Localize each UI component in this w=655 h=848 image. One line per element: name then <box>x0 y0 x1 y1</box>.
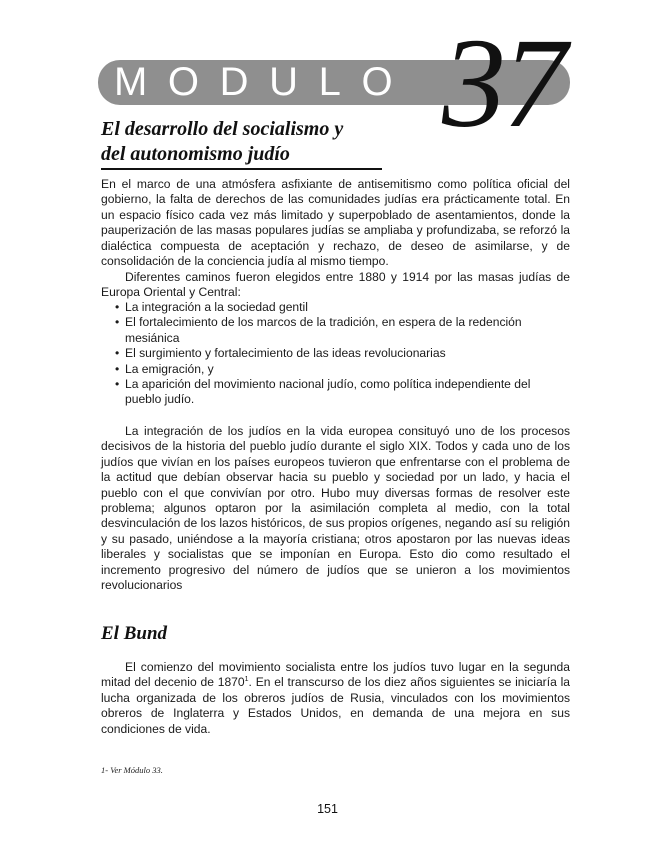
bullet-marker: • <box>115 300 120 314</box>
page-number: 151 <box>317 802 338 816</box>
bullet-marker: • <box>115 346 120 361</box>
chapter-title <box>101 117 401 167</box>
list-item: • El surgimiento y fortalecimiento de las ideas revolucionarias <box>115 346 446 361</box>
list-item: • El fortalecimiento de los marcos de la tradición, en espera de la redención mesiánica <box>115 315 522 345</box>
bullet-marker: • <box>115 315 120 330</box>
list-item: • La emigración, y <box>115 361 214 376</box>
bund-paragraph: El comienzo del movimiento socialista entre los judíos tuvo lugar en la segunda mitad del decenio de 1870$^1$. En el transcurso de los diez años siguientes se iniciaría la lucha organizada de los obreros judíos de Rusia, vinculados con los movimientos obreros de Inglaterra y Estados Unidos, en demanda de una mejora en sus condiciones de vida. <box>101 660 571 736</box>
module-label: MODULO <box>114 60 414 104</box>
intro-paragraph: En el marco de una atmósfera asfixiante de antisemitismo como política oficial del gobierno, la falta de derechos de las comunidades judías era prácticamente total. En un espacio físico cada vez más limitado y superpoblado de asentamientos, donde la pauperización de las masas populares judías se ampliaba y profundizaba, se reforzó la dialéctica compuesta de aceptación y rechazo, de deseo de asimilarse, y de consolidación de la conciencia judía al mismo tiempo. <box>101 177 570 269</box>
paths-intro-paragraph: Diferentes caminos fueron elegidos entre 1880 y 1914 por las masas judías de Europa Oriental y Central: <box>101 270 570 300</box>
chapter-title-line-2: del autonomismo judío <box>101 143 290 165</box>
section-heading-bund: El Bund <box>101 623 168 644</box>
list-item: • La aparición del movimiento nacional judío, como política independiente del pueblo judío. <box>115 377 531 407</box>
integration-paragraph: La integración de los judíos en la vida europea consituyó uno de los procesos decisivos de la historia del pueblo judío durante el siglo XIX. Todos y cada uno de los judíos que vivían en los países europeos tuvieron que enfrentarse con el problema de la actitud que debían observar hacia su pueblo y sociedad por un lado, y hacia el pueblo con el que convivían por otro. Hubo muy diversas formas de resolver este problema; algunos optaron por la asimilación completa al medio, con la total desvinculación de los lazos históricos, de sus propios orígenes, negando así su religión y su pasado, uniéndose a la mayoría cristiana; otros apostaron por las nuevas ideas liberales y socialistas que se imponían en Europa. Esto dio como resultado el incremento progresivo del número de judíos que se unieron a los movimientos revolucionarios <box>101 424 570 593</box>
chapter-title-line-1: El desarrollo del socialismo y <box>101 118 344 140</box>
footnote-reference[interactable]: 1 <box>244 676 249 684</box>
module-number: 37 <box>442 12 564 154</box>
list-item: • La integración a la sociedad gentil <box>115 300 308 314</box>
title-underline <box>101 168 382 170</box>
paths-list <box>115 300 570 408</box>
bullet-marker: • <box>115 377 120 392</box>
bullet-marker: • <box>115 361 120 376</box>
footnote: 1- Ver Módulo 33. <box>101 765 163 775</box>
